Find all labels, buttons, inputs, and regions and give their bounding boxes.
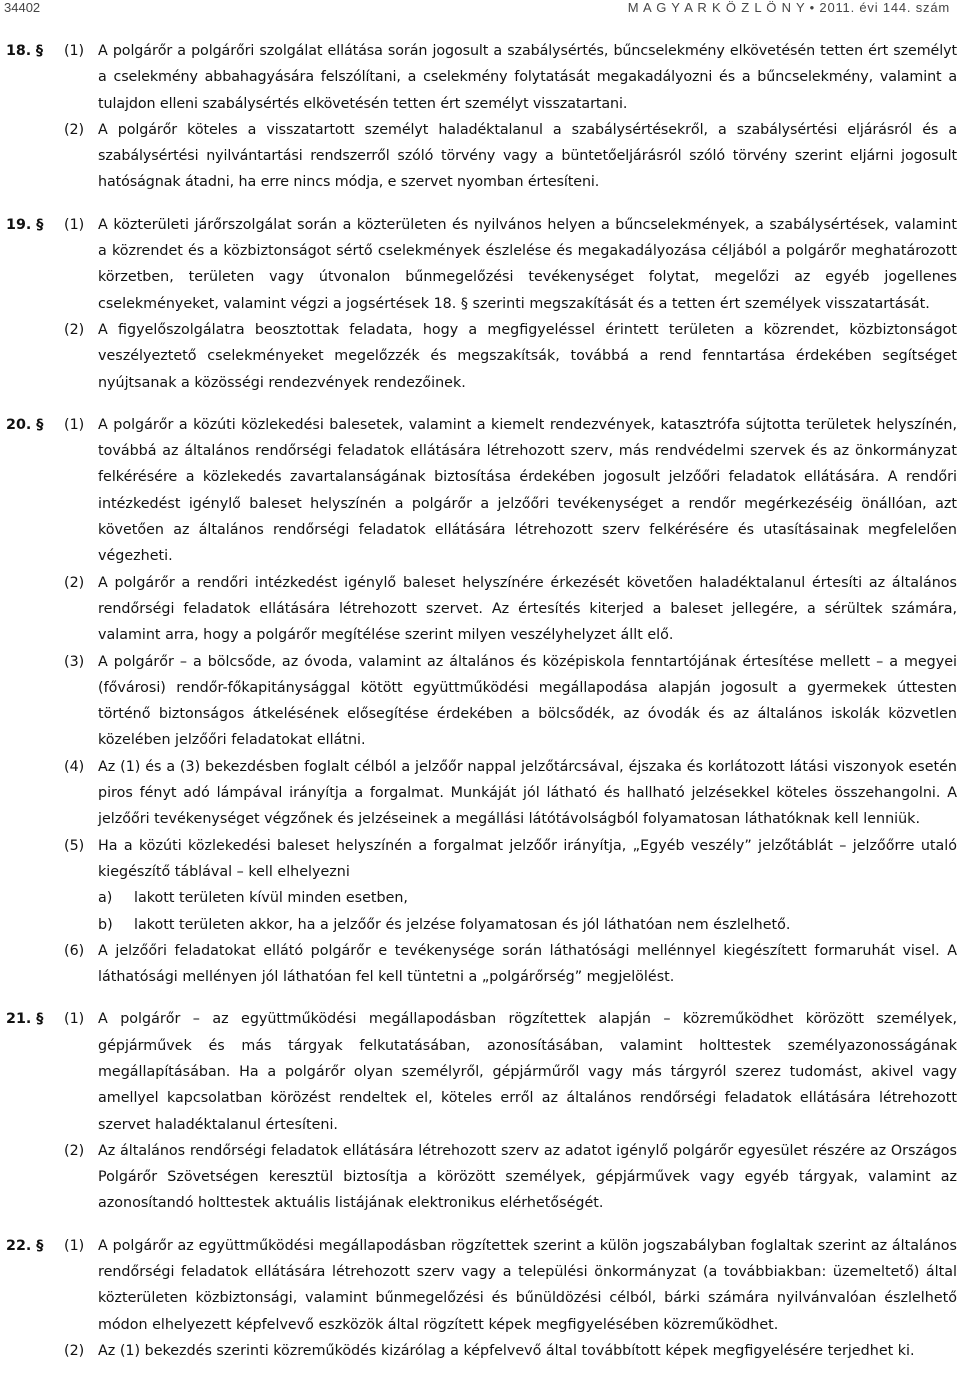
paragraph-number: (1) [64, 416, 85, 433]
document-body [6, 38, 957, 1380]
paragraph-text: Ha a közúti közlekedési baleset helyszínén a forgalmat jelzőőr irányítja, „Egyéb veszély” jelzőtáblát – jelzőőrre utaló kiegészítő táblával – kell elhelyezni [98, 837, 957, 880]
list-item-text: lakott területen akkor, ha a jelzőőr és jelzése folyamatosan és jól láthatóan nem észlelhető. [134, 916, 791, 933]
paragraph-number: (4) [64, 758, 85, 775]
paragraph-number: (2) [64, 1342, 85, 1359]
paragraph-number: (2) [64, 321, 85, 338]
paragraph-number: (1) [64, 216, 85, 233]
paragraph-text: A polgárőr köteles a visszatartott személyt haladéktalanul a szabálysértésekről, a szabálysértési eljárásról és a szabálysértési nyilvántartási rendszerről szóló törvény vagy a büntetőeljárásról szóló törvény szerint eljárni jogosult hatóságnak átadni, ha erre nincs módja, e szervet nyomban értesíteni. [98, 121, 957, 191]
list-item [98, 885, 957, 911]
list-item-text: lakott területen kívül minden esetben, [134, 890, 408, 907]
paragraph-text: A polgárőr – a bölcsőde, az óvoda, valamint az általános és középiskola fenntartójának értesítése mellett – a megyei (fővárosi) rendőr-főkapitánysággal kötött együttműködési megállapodása alapján jogosult a gyermekek úttesten történő biztonságos átkelésének elősegítése érdekében a bölcsődék, az óvodák és az általános iskolák közvetlen közelében jelzőőri feladatokat ellátni. [98, 653, 957, 749]
paragraph [64, 412, 957, 570]
paragraph-number: (6) [64, 942, 85, 959]
paragraph-number: (1) [64, 43, 84, 59]
paragraph-number: (2) [64, 121, 84, 138]
paragraph-number: (3) [64, 653, 85, 670]
section-number: 19. § [6, 216, 44, 233]
paragraph [64, 649, 957, 754]
section [6, 412, 957, 991]
paragraph [64, 117, 957, 196]
page-number: 34402 [4, 0, 41, 15]
publication-title: M A G Y A R K Ö Z L Ö N Y • 2011. évi 144. szám [627, 0, 950, 15]
section [6, 212, 957, 396]
paragraph [64, 38, 957, 117]
paragraph-number: (1) [64, 1011, 85, 1028]
paragraph [64, 833, 957, 938]
paragraph-number: (5) [64, 837, 85, 854]
paragraph-number: (1) [64, 1237, 85, 1254]
paragraph-text: A polgárőr a közúti közlekedési balesetek, valamint a kiemelt rendezvények, katasztrófa sújtotta területek helyszínén, továbbá az általános rendőrségi feladatok ellátására létrehozott szerv, más rendvédelmi szervek és az önkormányzat felkérésére a közlekedés zavartalanságának biztosítása érdekében jogosult jelzőőri feladatok ellátására. A rendőri intézkedést igénylő baleset helyszínén a polgárőr a jelzőőri tevékenységet a rendőr megérkezéséig önállóan, azt követően az általános rendőrségi feladatok ellátására létrehozott szerv felkérésére és utasításainak megfelelően végezheti. [98, 416, 957, 565]
section [6, 1233, 957, 1364]
page-header [4, 0, 950, 22]
section-number: 21. § [6, 1011, 44, 1028]
section-number: 22. § [6, 1237, 44, 1254]
list-item [98, 912, 957, 938]
list-item-label: b) [98, 916, 113, 933]
paragraph-number: (2) [64, 1142, 85, 1159]
paragraph-text: A polgárőr – az együttműködési megállapodásban rögzítettek alapján – közreműködhet körözött személyek, gépjárművek és más tárgyak felkutatásában, azonosításában, valamint holttestek személyazonosságának megállapításában. Ha a polgárőr olyan személyről, gépjárműről vagy más tárgyról szerez tudomást, akivel vagy amellyel kapcsolatban körözést rendeltek el, köteles erről az általános rendőrségi feladatok ellátására létrehozott szervet haladéktalanul értesíteni. [98, 1011, 957, 1133]
paragraph [64, 1006, 957, 1137]
paragraph-text: Az általános rendőrségi feladatok ellátására létrehozott szerv az adatot igénylő polgárőr egyesület részére az Országos Polgárőr Szövetségen keresztül biztosítja a körözött személyek, gépjárművek vagy egyéb tárgyak, valamint az azonosítandó holttestek aktuális listájának elektronikus elérhetőségét. [98, 1142, 957, 1212]
section [6, 1006, 957, 1216]
list-item-label: a) [98, 890, 113, 907]
paragraph [64, 212, 957, 317]
paragraph-text: A közterületi járőrszolgálat során a közterületen és nyilvános helyen a bűncselekmények, a szabálysértések, valamint a közrendet és a közbiztonságot sértő cselekmények észlelése és megakadályozása céljából a polgárőr meghatározott körzetben, területen vagy útvonalon bűnmegelőzési tevékenységet folytat, megelőzi az egyéb jogellenes cselekményeket, valamint végzi a jogsértések 18. § szerinti megszakítását és a tetten ért személyek visszatartását. [98, 216, 957, 312]
paragraph [64, 317, 957, 396]
paragraph-text: Az (1) bekezdés szerinti közreműködés kizárólag a képfelvevő által továbbított képek megfigyelésére terjedhet ki. [98, 1342, 915, 1359]
paragraph-text: A figyelőszolgálatra beosztottak feladata, hogy a megfigyeléssel érintett területen a közrendet, közbiztonságot veszélyeztető cselekményeket megelőzzék és megszakítsák, továbbá a rend fenntartása érdekében segítséget nyújtsanak a közösségi rendezvények rendezőinek. [98, 321, 957, 391]
paragraph [64, 938, 957, 991]
section-number: 18. § [6, 43, 43, 59]
paragraph-text: A polgárőr a rendőri intézkedést igénylő baleset helyszínére érkezését követően haladéktalanul értesíti az általános rendőrségi feladatok ellátására létrehozott szervet. Az értesítés kiterjed a baleset jellegére, a sérültek számára, valamint arra, hogy a polgárőr megítélése szerint milyen veszélyhelyzet állt elő. [98, 574, 957, 644]
paragraph-text: Az (1) és a (3) bekezdésben foglalt célból a jelzőőr nappal jelzőtárcsával, éjszaka és korlátozott látási viszonyok esetén piros fényt adó lámpával irányítja a forgalmat. Munkáját jól látható és hallható jelzésekkel köteles összehangolni. A jelzőőri tevékenységet végzőnek és jelzéseinek a megállási látótávolságból folyamatosan láthatóknak kell lenniük. [98, 758, 957, 828]
paragraph-text: A polgárőr a polgárőri szolgálat ellátása során jogosult a szabálysértés, bűncselekmény elkövetésén tetten ért személyt a cselekmény abbahagyására felszólítani, a cselekmény folytatását megakadályozni és a bűncselekmény, valamint a tulajdon elleni szabálysértés elkövetésén tetten ért személyt visszatartani. [98, 43, 957, 112]
section-number: 20. § [6, 416, 44, 433]
paragraph-text: A jelzőőri feladatokat ellátó polgárőr e tevékenysége során láthatósági mellénnyel kiegészített formaruhát visel. A láthatósági mellényen jól láthatóan fel kell tüntetni a „polgárőrség” megjelölést. [98, 942, 957, 986]
paragraph [64, 1233, 957, 1338]
paragraph [64, 1338, 957, 1364]
paragraph-text: A polgárőr az együttműködési megállapodásban rögzítettek szerint a külön jogszabályban foglaltak szerint az általános rendőrségi feladatok ellátására létrehozott szerv vagy a települési önkormányzat (a továbbiakban: üzemeltető) által közterületen közbiztonsági, valamint bűnmegelőzési és bűnüldözési célból, bárki számára nyilvánvalóan észlelhető módon elhelyezett képfelvevő eszközök által rögzített képek megfigyelésében közreműködhet. [98, 1237, 957, 1333]
section [6, 38, 957, 196]
paragraph-number: (2) [64, 574, 85, 591]
paragraph [64, 1138, 957, 1217]
paragraph [64, 570, 957, 649]
paragraph [64, 754, 957, 833]
